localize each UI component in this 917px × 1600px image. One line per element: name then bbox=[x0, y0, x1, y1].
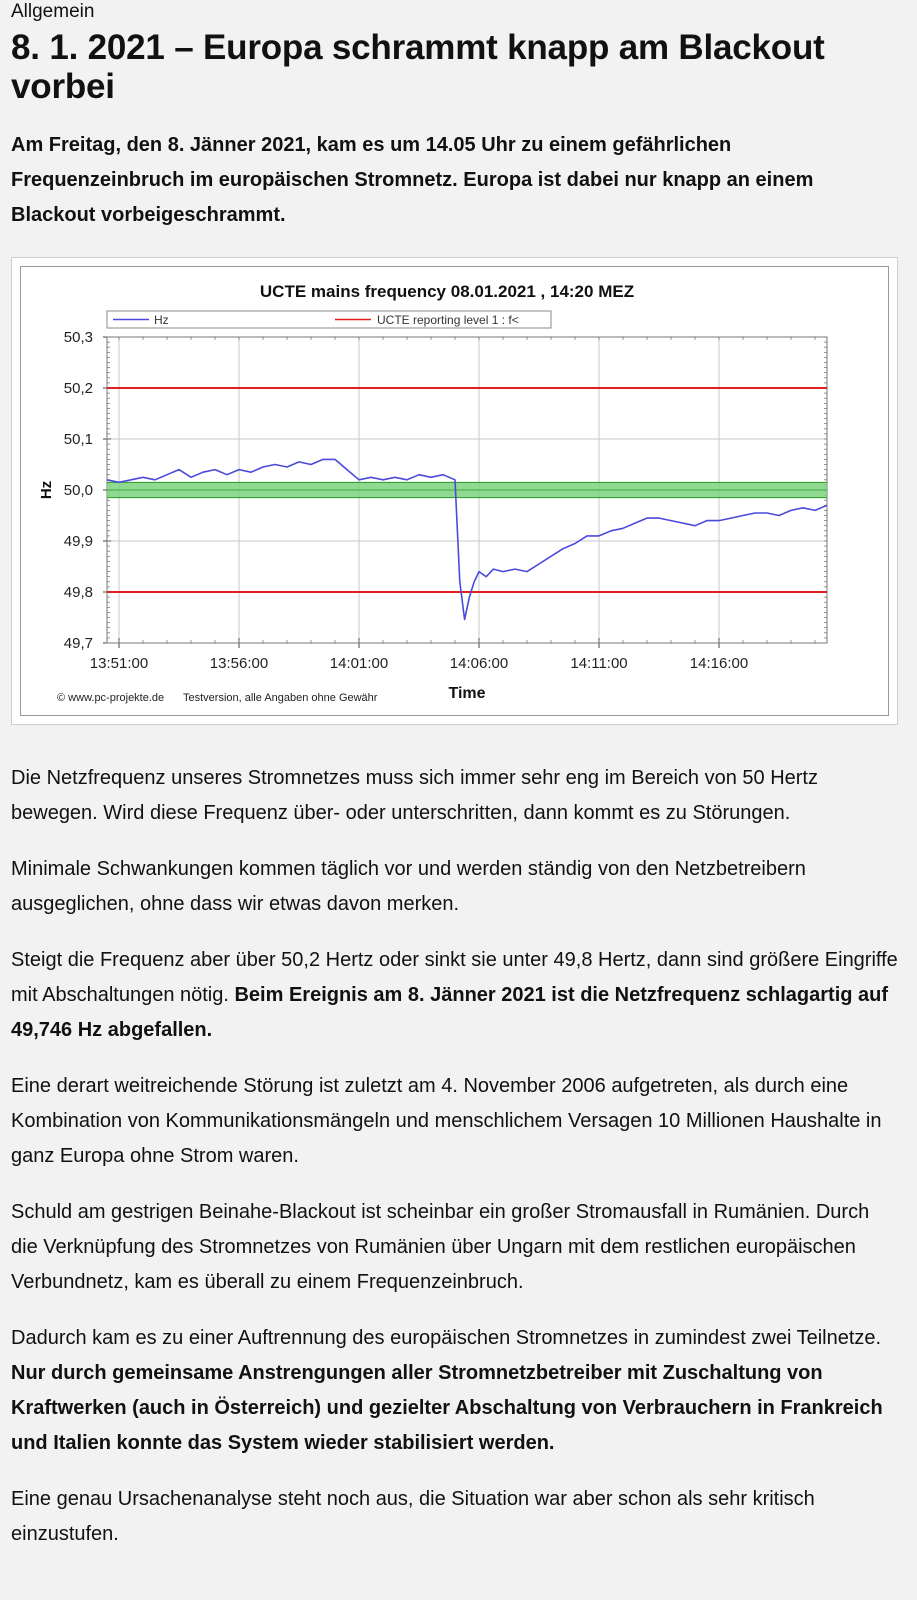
paragraph: Dadurch kam es zu einer Auftrennung des europäischen Stromnetzes in zumindest zwei Teilnetze. Nur durch gemeinsame Anstrengungen aller Stromnetzbetreiber mit Zuschaltung von Kraftwerken (auch in Österreich) und gezielter Abschaltung von Verbrauchern in Frankreich und Italien konnte das System wieder stabilisiert werden. bbox=[11, 1327, 883, 1454]
frequency-chart-figure bbox=[11, 257, 898, 725]
paragraph: Minimale Schwankungen kommen täglich vor und werden ständig von den Netzbetreibern ausgeglichen, ohne dass wir etwas davon merken. bbox=[11, 858, 806, 915]
x-axis-label: Time bbox=[448, 685, 486, 702]
x-tick-label: 14:11:00 bbox=[570, 655, 628, 672]
x-tick-label: 13:56:00 bbox=[209, 655, 269, 672]
y-tick-label: 49,8 bbox=[63, 584, 93, 601]
legend-label-level: UCTE reporting level 1 : f< bbox=[377, 313, 519, 327]
y-tick-label: 49,9 bbox=[63, 533, 93, 550]
x-tick-label: 13:51:00 bbox=[89, 655, 149, 672]
y-tick-label: 50,3 bbox=[63, 329, 93, 346]
x-tick-label: 14:01:00 bbox=[329, 655, 389, 672]
x-tick-label: 14:06:00 bbox=[449, 655, 509, 672]
article-body bbox=[11, 761, 901, 1552]
paragraph: Schuld am gestrigen Beinahe-Blackout ist scheinbar ein großer Stromausfall in Rumänien. Durch die Verknüpfung des Stromnetzes von Rumänien über Ungarn mit dem restlichen europäischen Verbundnetz, kam es überall zu einem Frequenzeinbruch. bbox=[11, 1201, 870, 1293]
y-tick-label: 49,7 bbox=[63, 635, 93, 652]
chart-copyright: © www.pc-projekte.de bbox=[57, 692, 165, 704]
y-axis-label: Hz bbox=[38, 480, 55, 500]
x-tick-label: 14:16:00 bbox=[689, 655, 749, 672]
chart-footer-note: Testversion, alle Angaben ohne Gewähr bbox=[183, 692, 378, 704]
paragraph: Steigt die Frequenz aber über 50,2 Hertz oder sinkt sie unter 49,8 Hertz, dann sind größere Eingriffe mit Abschaltungen nötig. Beim Ereignis am 8. Jänner 2021 ist die Netzfrequenz schlagartig auf 49,746 Hz abgefallen. bbox=[11, 949, 898, 1041]
y-tick-label: 50,0 bbox=[63, 482, 93, 499]
legend-label-hz: Hz bbox=[154, 313, 169, 327]
article-title: 8. 1. 2021 – Europa schrammt knapp am Blackout vorbei bbox=[11, 28, 825, 106]
article-category[interactable]: Allgemein bbox=[11, 1, 95, 22]
paragraph: Die Netzfrequenz unseres Stromnetzes muss sich immer sehr eng im Bereich von 50 Hertz bewegen. Wird diese Frequenz über- oder unterschritten, dann kommt es zu Störungen. bbox=[11, 767, 818, 824]
paragraph: Eine genau Ursachenanalyse steht noch aus, die Situation war aber schon als sehr kritisch einzustufen. bbox=[11, 1488, 815, 1545]
article-lead: Am Freitag, den 8. Jänner 2021, kam es um 14.05 Uhr zu einem gefährlichen Frequenzeinbruch im europäischen Stromnetz. Europa ist dabei nur knapp an einem Blackout vorbeigeschrammt. bbox=[11, 134, 814, 226]
chart-title: UCTE mains frequency 08.01.2021 , 14:20 MEZ bbox=[259, 282, 635, 301]
frequency-chart-frame bbox=[20, 266, 889, 716]
y-tick-label: 50,2 bbox=[63, 380, 93, 397]
frequency-chart bbox=[21, 267, 890, 717]
paragraph: Eine derart weitreichende Störung ist zuletzt am 4. November 2006 aufgetreten, als durch eine Kombination von Kommunikationsmängeln und menschlichem Versagen 10 Millionen Haushalte in ganz Europa ohne Strom waren. bbox=[11, 1075, 882, 1167]
y-tick-label: 50,1 bbox=[63, 431, 93, 448]
